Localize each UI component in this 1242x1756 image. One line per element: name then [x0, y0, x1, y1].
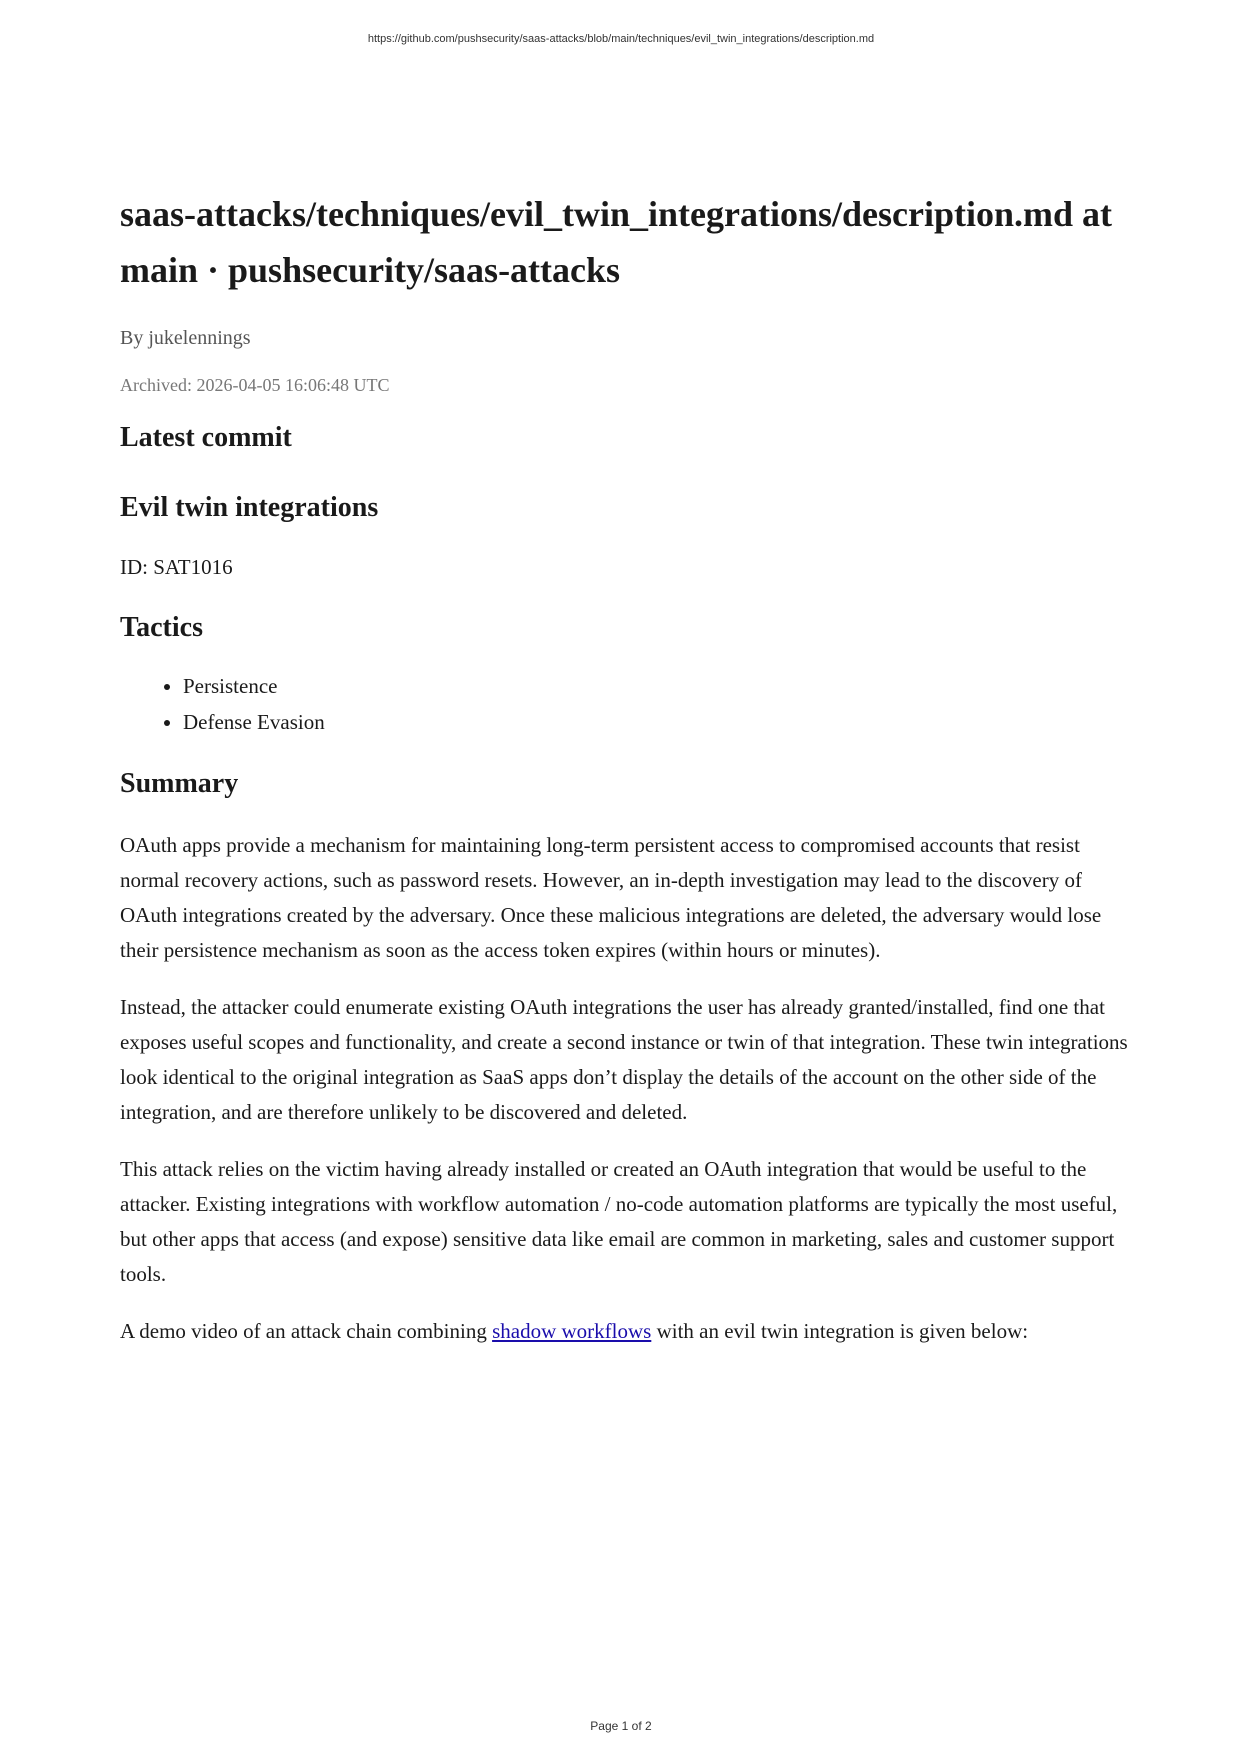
- page-title: saas-attacks/techniques/evil_twin_integrations/description.md at main · pushsecurity/saas-attacks: [120, 194, 1113, 290]
- summary-heading: Summary: [120, 768, 239, 799]
- demo-paragraph: [120, 1314, 1130, 1349]
- archived-timestamp: Archived: 2026-04-05 16:06:48 UTC: [120, 375, 390, 395]
- summary-paragraph-1: OAuth apps provide a mechanism for maintaining long-term persistent access to compromised accounts that resist normal recovery actions, such as password resets. However, an in-depth investigation may lead to the discovery of OAuth integrations created by the adversary. Once these malicious integrations are deleted, the adversary would lose their persistence mechanism as soon as the access token expires (within hours or minutes).: [120, 833, 1102, 962]
- tactic-item-defense-evasion: • Defense Evasion: [183, 704, 1130, 740]
- summary-paragraph-3: This attack relies on the victim having already installed or created an OAuth integration that would be useful to the attacker. Existing integrations with workflow automation / no-code automation platforms are typically the most useful, but other apps that access (and expose) sensitive data like email are common in marketing, sales and customer support tools.: [120, 1157, 1118, 1286]
- demo-text-before: A demo video of an attack chain combining: [120, 1319, 493, 1343]
- document-body: [120, 194, 1130, 1349]
- author-byline: By jukelennings: [120, 327, 251, 349]
- latest-commit-heading: Latest commit: [120, 422, 292, 453]
- page-url-header: https://github.com/pushsecurity/saas-attacks/blob/main/techniques/evil_twin_integrations/description.md: [367, 33, 875, 45]
- demo-text-after: with an evil twin integration is given below:: [651, 1319, 1029, 1343]
- tactic-item-persistence: • Persistence: [183, 668, 1130, 704]
- technique-heading: Evil twin integrations: [120, 492, 379, 523]
- shadow-workflows-link[interactable]: shadow workflows: [492, 1319, 652, 1343]
- technique-id: ID: SAT1016: [120, 555, 233, 579]
- tactics-list: [120, 668, 1130, 740]
- summary-paragraph-2: Instead, the attacker could enumerate existing OAuth integrations the user has already granted/installed, find one that exposes useful scopes and functionality, and create a second instance or twin of that integration. These twin integrations look identical to the original integration as SaaS apps don’t display the details of the account on the other side of the integration, and are therefore unlikely to be discovered and deleted.: [120, 995, 1128, 1124]
- tactics-heading: Tactics: [120, 612, 203, 643]
- page-number-footer: Page 1 of 2: [590, 1719, 652, 1733]
